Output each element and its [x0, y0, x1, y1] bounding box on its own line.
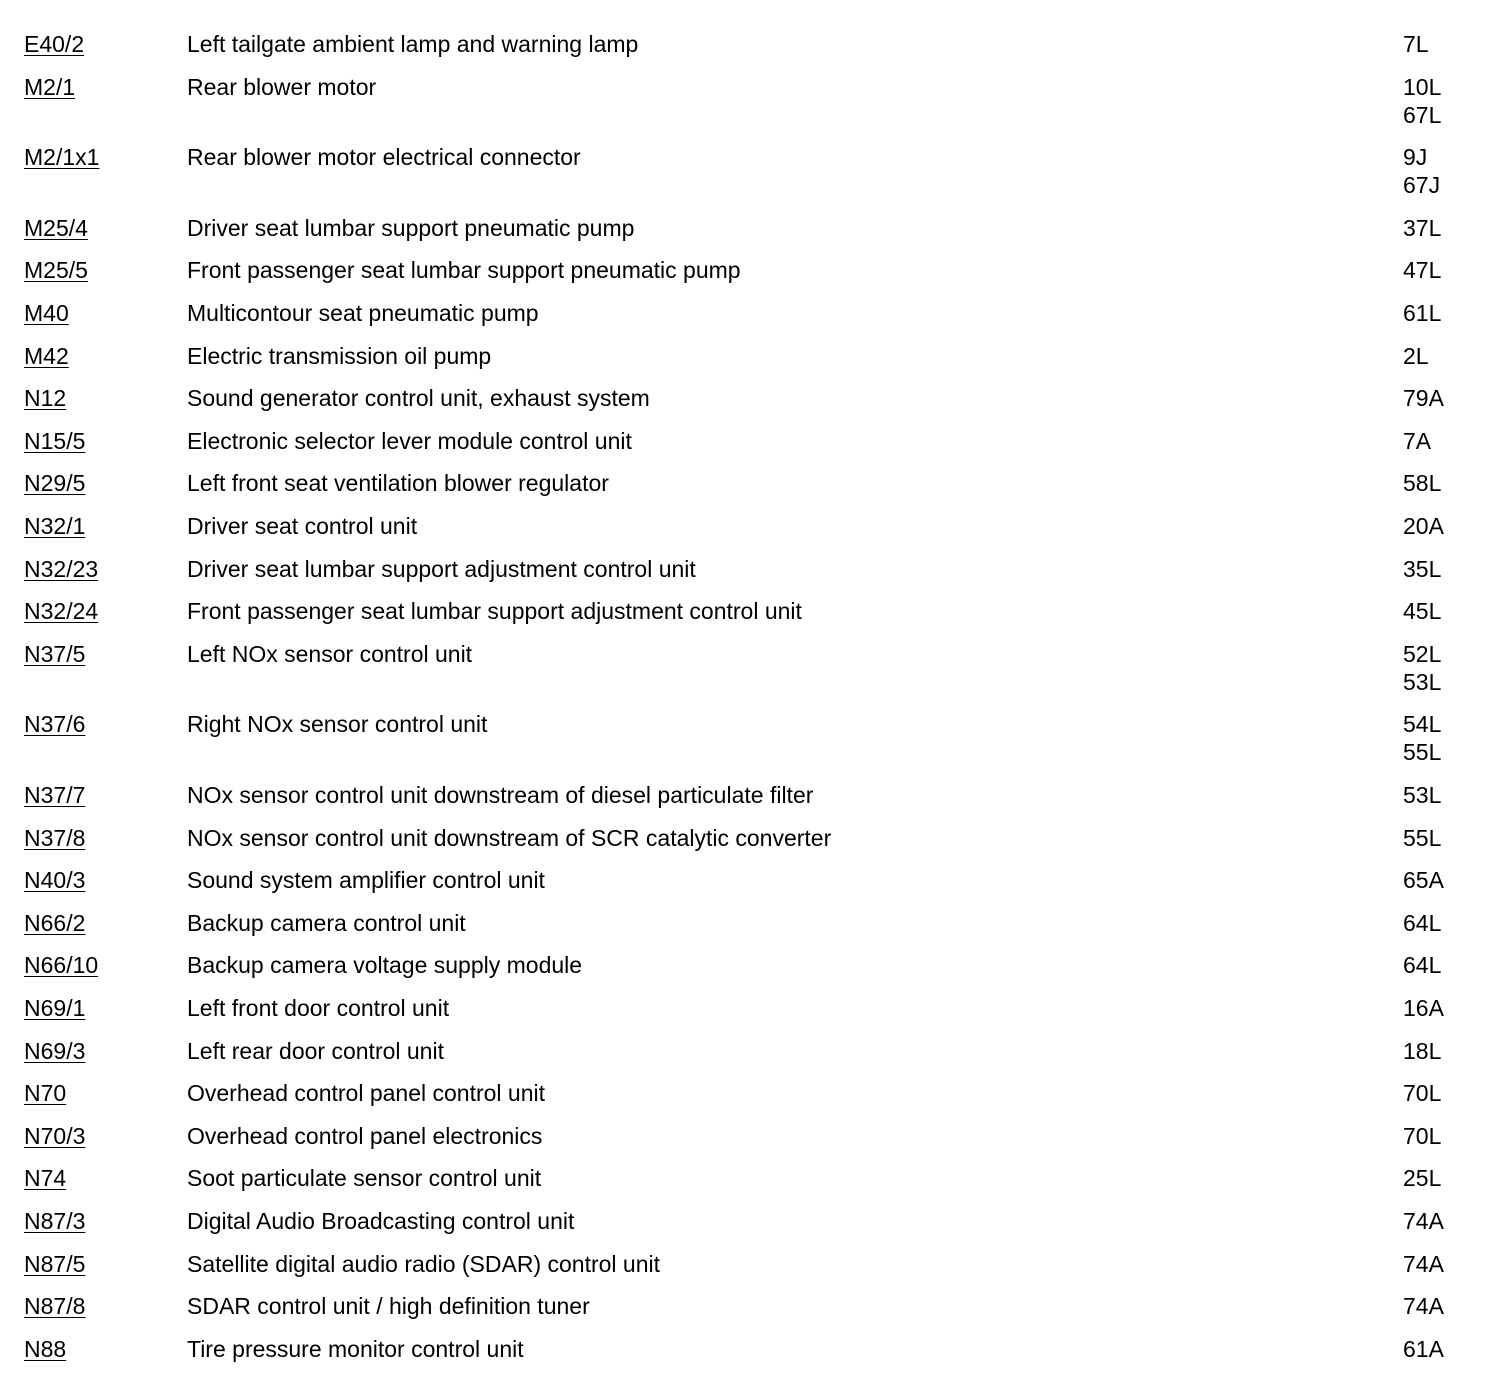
grid-references — [1403, 73, 1441, 129]
component-code-link[interactable]: N87/3 — [24, 1208, 86, 1234]
grid-references — [1403, 256, 1441, 284]
grid-references — [1403, 30, 1429, 58]
component-description: Tire pressure monitor control unit — [187, 1335, 524, 1362]
component-code-link[interactable]: N69/1 — [24, 995, 86, 1021]
grid-reference: 53L — [1403, 782, 1442, 808]
component-description: Multicontour seat pneumatic pump — [187, 300, 539, 326]
grid-reference: 7L — [1403, 31, 1429, 57]
grid-references — [1403, 342, 1429, 370]
grid-references — [1403, 951, 1441, 979]
grid-reference: 70L — [1403, 1080, 1442, 1107]
grid-reference: 9J — [1403, 144, 1428, 171]
component-description: Left front door control unit — [187, 995, 450, 1021]
component-code-link[interactable]: N29/5 — [24, 470, 86, 497]
component-description: SDAR control unit / high definition tuner — [187, 1293, 590, 1320]
grid-reference: 54L — [1403, 711, 1442, 738]
component-code-link[interactable]: N70/3 — [24, 1122, 86, 1149]
component-code-link[interactable]: N88 — [24, 1335, 67, 1362]
component-code-link[interactable]: N37/7 — [24, 782, 86, 808]
component-description: Electric transmission oil pump — [187, 342, 492, 369]
component-description: Left front seat ventilation blower regulator — [187, 470, 609, 497]
grid-reference: 10L — [1403, 73, 1442, 100]
grid-reference: 55L — [1403, 739, 1442, 766]
component-code-link[interactable]: N69/3 — [24, 1037, 86, 1064]
grid-references — [1403, 1037, 1441, 1065]
component-description: Soot particulate sensor control unit — [187, 1165, 542, 1192]
component-description: Right NOx sensor control unit — [187, 711, 488, 738]
component-code-link[interactable]: N37/8 — [24, 824, 86, 851]
component-description: Sound system amplifier control unit — [187, 867, 545, 894]
component-description: Backup camera voltage supply module — [187, 952, 583, 979]
grid-references — [1403, 909, 1441, 937]
grid-reference: 25L — [1403, 1165, 1442, 1192]
grid-references — [1403, 866, 1444, 894]
grid-references — [1403, 384, 1444, 412]
grid-reference: 58L — [1403, 470, 1442, 497]
grid-reference: 61L — [1403, 300, 1442, 326]
grid-references — [1403, 640, 1441, 696]
grid-references — [1403, 1292, 1444, 1320]
grid-references — [1403, 1164, 1441, 1192]
component-code-link[interactable]: N32/24 — [24, 598, 99, 625]
grid-reference: 79A — [1403, 385, 1444, 412]
component-description: NOx sensor control unit downstream of SCR catalytic converter — [187, 824, 832, 851]
grid-references — [1403, 994, 1444, 1022]
grid-reference: 35L — [1403, 555, 1442, 582]
component-code-link[interactable]: M2/1 — [24, 73, 76, 100]
component-description: Overhead control panel electronics — [187, 1122, 543, 1149]
component-code-link[interactable]: M40 — [24, 300, 69, 326]
component-description: Left NOx sensor control unit — [187, 640, 473, 667]
grid-references — [1403, 1079, 1441, 1107]
component-description: Sound generator control unit, exhaust system — [187, 385, 650, 412]
component-code-link[interactable]: N40/3 — [24, 867, 86, 894]
component-description: Electronic selector lever module control unit — [187, 427, 632, 454]
grid-references — [1403, 1335, 1444, 1363]
grid-references — [1403, 710, 1441, 766]
grid-reference: 70L — [1403, 1122, 1442, 1149]
component-code-link[interactable]: N37/5 — [24, 640, 86, 667]
grid-reference: 74A — [1403, 1293, 1444, 1320]
grid-references — [1403, 469, 1441, 497]
component-code-link[interactable]: N66/2 — [24, 909, 86, 936]
component-description: Rear blower motor — [187, 73, 377, 100]
component-description: Left tailgate ambient lamp and warning lamp — [187, 31, 639, 57]
grid-reference: 2L — [1403, 342, 1429, 369]
grid-references — [1403, 214, 1441, 242]
grid-references — [1403, 555, 1441, 583]
component-description: Front passenger seat lumbar support adjustment control unit — [187, 598, 802, 625]
component-code-link[interactable]: M25/4 — [24, 214, 88, 241]
component-description: Driver seat control unit — [187, 513, 418, 539]
grid-reference: 65A — [1403, 867, 1444, 894]
grid-reference: 61A — [1403, 1335, 1444, 1362]
component-code-link[interactable]: N32/23 — [24, 555, 99, 582]
grid-references — [1403, 597, 1441, 625]
grid-reference: 16A — [1403, 995, 1444, 1021]
component-description: Satellite digital audio radio (SDAR) control unit — [187, 1250, 661, 1277]
grid-reference: 7A — [1403, 427, 1432, 454]
component-code-link[interactable]: M2/1x1 — [24, 144, 100, 171]
grid-references — [1403, 1250, 1444, 1278]
grid-reference: 55L — [1403, 824, 1442, 851]
component-description: NOx sensor control unit downstream of diesel particulate filter — [187, 782, 814, 808]
component-code-link[interactable]: N32/1 — [24, 513, 86, 539]
grid-references — [1403, 143, 1440, 199]
component-code-link[interactable]: N37/6 — [24, 711, 86, 738]
component-code-link[interactable]: M25/5 — [24, 257, 88, 284]
grid-references — [1403, 1122, 1441, 1150]
grid-references — [1403, 781, 1441, 809]
grid-reference: 67L — [1403, 101, 1442, 128]
grid-reference: 18L — [1403, 1037, 1442, 1064]
grid-reference: 67J — [1403, 172, 1441, 199]
grid-reference: 64L — [1403, 909, 1442, 936]
grid-reference: 20A — [1403, 513, 1444, 539]
grid-references — [1403, 299, 1441, 327]
component-code-link[interactable]: N66/10 — [24, 952, 99, 979]
grid-references — [1403, 1207, 1444, 1235]
grid-references — [1403, 427, 1431, 455]
grid-references — [1403, 824, 1441, 852]
grid-reference: 47L — [1403, 257, 1442, 284]
component-code-link[interactable]: M42 — [24, 342, 69, 369]
component-description: Digital Audio Broadcasting control unit — [187, 1208, 575, 1234]
component-description: Driver seat lumbar support adjustment control unit — [187, 555, 696, 582]
grid-reference: 74A — [1403, 1250, 1444, 1277]
grid-reference: 53L — [1403, 668, 1442, 695]
component-code-link[interactable]: N74 — [24, 1165, 67, 1192]
component-code-link[interactable]: N70 — [24, 1080, 67, 1107]
component-code-link[interactable]: E40/2 — [24, 31, 85, 57]
grid-reference: 64L — [1403, 952, 1442, 979]
component-description: Overhead control panel control unit — [187, 1080, 545, 1107]
component-code-link[interactable]: N15/5 — [24, 427, 86, 454]
grid-reference: 45L — [1403, 598, 1442, 625]
component-description: Left rear door control unit — [187, 1037, 444, 1064]
component-description: Rear blower motor electrical connector — [187, 144, 581, 171]
component-code-link[interactable]: N12 — [24, 385, 67, 412]
grid-reference: 52L — [1403, 640, 1442, 667]
component-code-link[interactable]: N87/8 — [24, 1293, 86, 1320]
component-code-link[interactable]: N87/5 — [24, 1250, 86, 1277]
grid-reference: 74A — [1403, 1208, 1444, 1234]
grid-references — [1403, 512, 1444, 540]
component-description: Driver seat lumbar support pneumatic pump — [187, 214, 635, 241]
component-description: Backup camera control unit — [187, 909, 466, 936]
grid-reference: 37L — [1403, 214, 1442, 241]
component-description: Front passenger seat lumbar support pneumatic pump — [187, 257, 741, 284]
